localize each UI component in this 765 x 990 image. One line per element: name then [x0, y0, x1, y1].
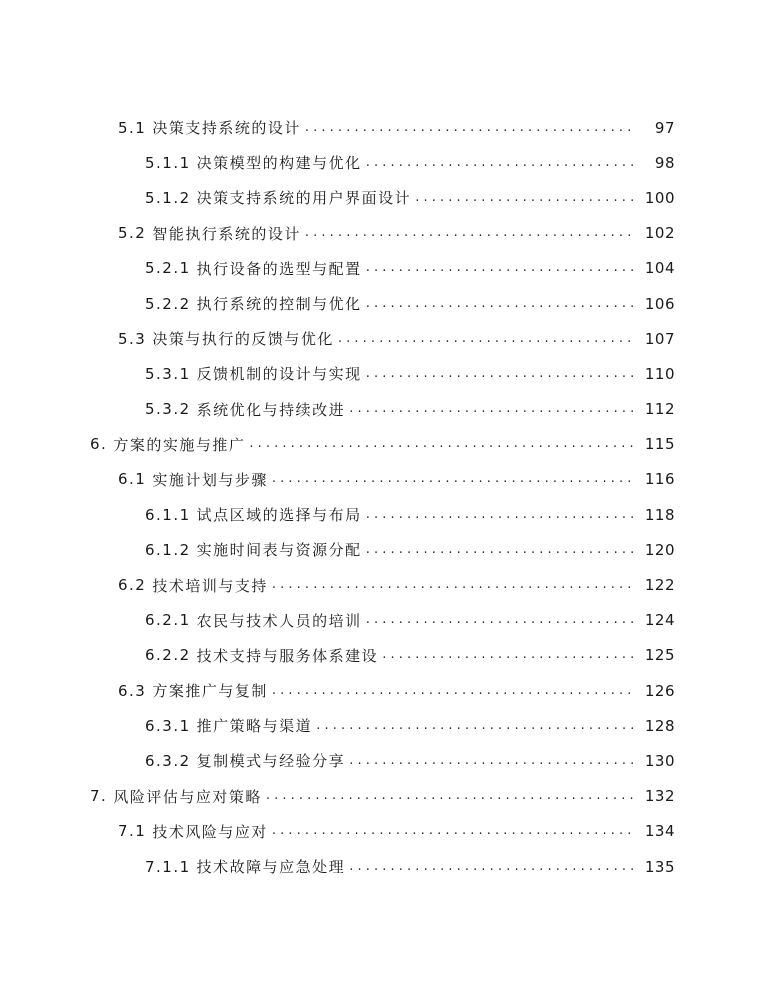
toc-entry[interactable] [0, 638, 765, 673]
toc-entry[interactable] [0, 532, 765, 567]
toc-entry-page-number: 134 [644, 822, 675, 841]
toc-entry-page-number: 98 [654, 153, 675, 172]
toc-entry-page-number: 97 [654, 118, 675, 137]
toc-entry[interactable] [0, 321, 765, 356]
toc-entry-number: 5.3.1 [145, 364, 191, 383]
toc-entry-number: 7.1.1 [145, 857, 191, 876]
toc-entry-title: 智能执行系统的设计 [152, 224, 301, 243]
toc-entry-title: 技术风险与应对 [152, 822, 268, 841]
toc-entry-number: 6.3.2 [145, 751, 191, 770]
toc-entry-number: 6. [90, 435, 108, 454]
toc-entry-title: 决策支持系统的设计 [152, 119, 301, 138]
toc-entry-page-number: 110 [644, 364, 675, 383]
toc-entry-page-number: 115 [644, 435, 675, 454]
toc-entry[interactable] [0, 814, 765, 849]
toc-entry-number: 5.2 [118, 224, 147, 243]
dot-leader [366, 611, 633, 629]
toc-entry-title: 决策支持系统的用户界面设计 [196, 189, 412, 208]
toc-entry-number: 6.2.1 [145, 611, 191, 630]
toc-entry-number: 5.1 [118, 118, 147, 137]
toc-entry-title: 技术培训与支持 [152, 576, 268, 595]
toc-entry-title: 系统优化与持续改进 [196, 400, 346, 419]
dot-leader [266, 787, 633, 805]
toc-entry[interactable] [0, 462, 765, 497]
toc-entry-number: 6.1 [118, 470, 147, 489]
dot-leader [366, 295, 633, 313]
toc-entry-page-number: 120 [644, 540, 675, 559]
toc-entry-number: 5.3 [118, 329, 147, 348]
toc-entry-page-number: 130 [644, 751, 675, 770]
toc-entry-number: 6.3 [118, 681, 147, 700]
toc-entry-page-number: 100 [644, 188, 675, 207]
toc-entry-page-number: 118 [644, 505, 675, 524]
toc-entry-title: 决策模型的构建与优化 [196, 154, 362, 173]
dot-leader [272, 682, 633, 700]
toc-entry[interactable] [0, 779, 765, 814]
toc-entry-number: 7.1 [118, 822, 147, 841]
toc-entry-title: 复制模式与经验分享 [196, 752, 346, 771]
toc-entry-page-number: 112 [644, 400, 675, 419]
toc-entry[interactable] [0, 180, 765, 215]
toc-entry-title: 执行设备的选型与配置 [196, 259, 362, 278]
toc-entry-number: 5.3.2 [145, 400, 191, 419]
toc-entry-page-number: 128 [644, 716, 675, 735]
dot-leader [366, 506, 633, 524]
toc-entry[interactable] [0, 392, 765, 427]
dot-leader [366, 541, 633, 559]
toc-entry-page-number: 126 [644, 681, 675, 700]
toc-entry[interactable] [0, 427, 765, 462]
toc-entry[interactable] [0, 251, 765, 286]
dot-leader [366, 154, 633, 172]
toc-entry-title: 方案的实施与推广 [113, 435, 246, 454]
toc-entry-number: 6.2 [118, 576, 147, 595]
toc-entry-number: 7. [90, 787, 108, 806]
toc-entry-number: 6.1.1 [145, 505, 191, 524]
toc-entry-title: 试点区域的选择与布局 [196, 506, 362, 525]
dot-leader [366, 259, 633, 277]
dot-leader [366, 365, 633, 383]
toc-entry[interactable] [0, 849, 765, 884]
toc-entry-page-number: 122 [644, 576, 675, 595]
toc-entry-title: 风险评估与应对策略 [113, 787, 262, 806]
toc-entry-page-number: 102 [644, 224, 675, 243]
toc-entry-page-number: 135 [644, 857, 675, 876]
toc-entry[interactable] [0, 708, 765, 743]
toc-entry-page-number: 104 [644, 259, 675, 278]
toc-entry[interactable] [0, 356, 765, 391]
dot-leader [316, 717, 633, 735]
toc-entry-title: 推广策略与渠道 [196, 717, 313, 736]
toc-entry-title: 实施时间表与资源分配 [196, 541, 362, 560]
toc-entry-title: 技术故障与应急处理 [196, 858, 346, 877]
toc-entry[interactable] [0, 145, 765, 180]
dot-leader [272, 576, 633, 594]
toc-entry-title: 反馈机制的设计与实现 [196, 365, 362, 384]
toc-entry-number: 5.1.1 [145, 153, 191, 172]
toc-entry-number: 5.2.2 [145, 294, 191, 313]
dot-leader [415, 189, 633, 207]
dot-leader [349, 400, 633, 418]
toc-entry[interactable] [0, 673, 765, 708]
toc-entry-number: 6.3.1 [145, 716, 191, 735]
toc-entry-title: 农民与技术人员的培训 [196, 611, 362, 630]
dot-leader [349, 752, 633, 770]
toc-entry-page-number: 132 [644, 787, 675, 806]
table-of-contents [0, 110, 765, 884]
toc-entry-number: 5.2.1 [145, 259, 191, 278]
toc-entry-page-number: 107 [644, 329, 675, 348]
toc-entry-page-number: 116 [644, 470, 675, 489]
dot-leader [249, 435, 633, 453]
toc-entry-title: 技术支持与服务体系建设 [196, 646, 379, 665]
toc-entry[interactable] [0, 497, 765, 532]
dot-leader [305, 119, 633, 137]
dot-leader [305, 224, 633, 242]
toc-entry[interactable] [0, 110, 765, 145]
toc-entry-title: 实施计划与步骤 [152, 470, 268, 489]
dot-leader [382, 646, 633, 664]
toc-entry-page-number: 124 [644, 611, 675, 630]
toc-entry[interactable] [0, 216, 765, 251]
dot-leader [272, 470, 633, 488]
toc-entry-number: 6.2.2 [145, 646, 191, 665]
toc-entry-title: 执行系统的控制与优化 [196, 295, 362, 314]
toc-entry-page-number: 125 [644, 646, 675, 665]
toc-entry-number: 6.1.2 [145, 540, 191, 559]
dot-leader [349, 858, 633, 876]
toc-entry[interactable] [0, 603, 765, 638]
toc-entry-title: 方案推广与复制 [152, 682, 268, 701]
toc-entry-number: 5.1.2 [145, 188, 191, 207]
toc-entry[interactable] [0, 567, 765, 602]
toc-entry-title: 决策与执行的反馈与优化 [152, 330, 334, 349]
dot-leader [272, 822, 633, 840]
toc-entry-page-number: 106 [644, 294, 675, 313]
toc-entry[interactable] [0, 743, 765, 778]
dot-leader [338, 330, 633, 348]
toc-entry[interactable] [0, 286, 765, 321]
